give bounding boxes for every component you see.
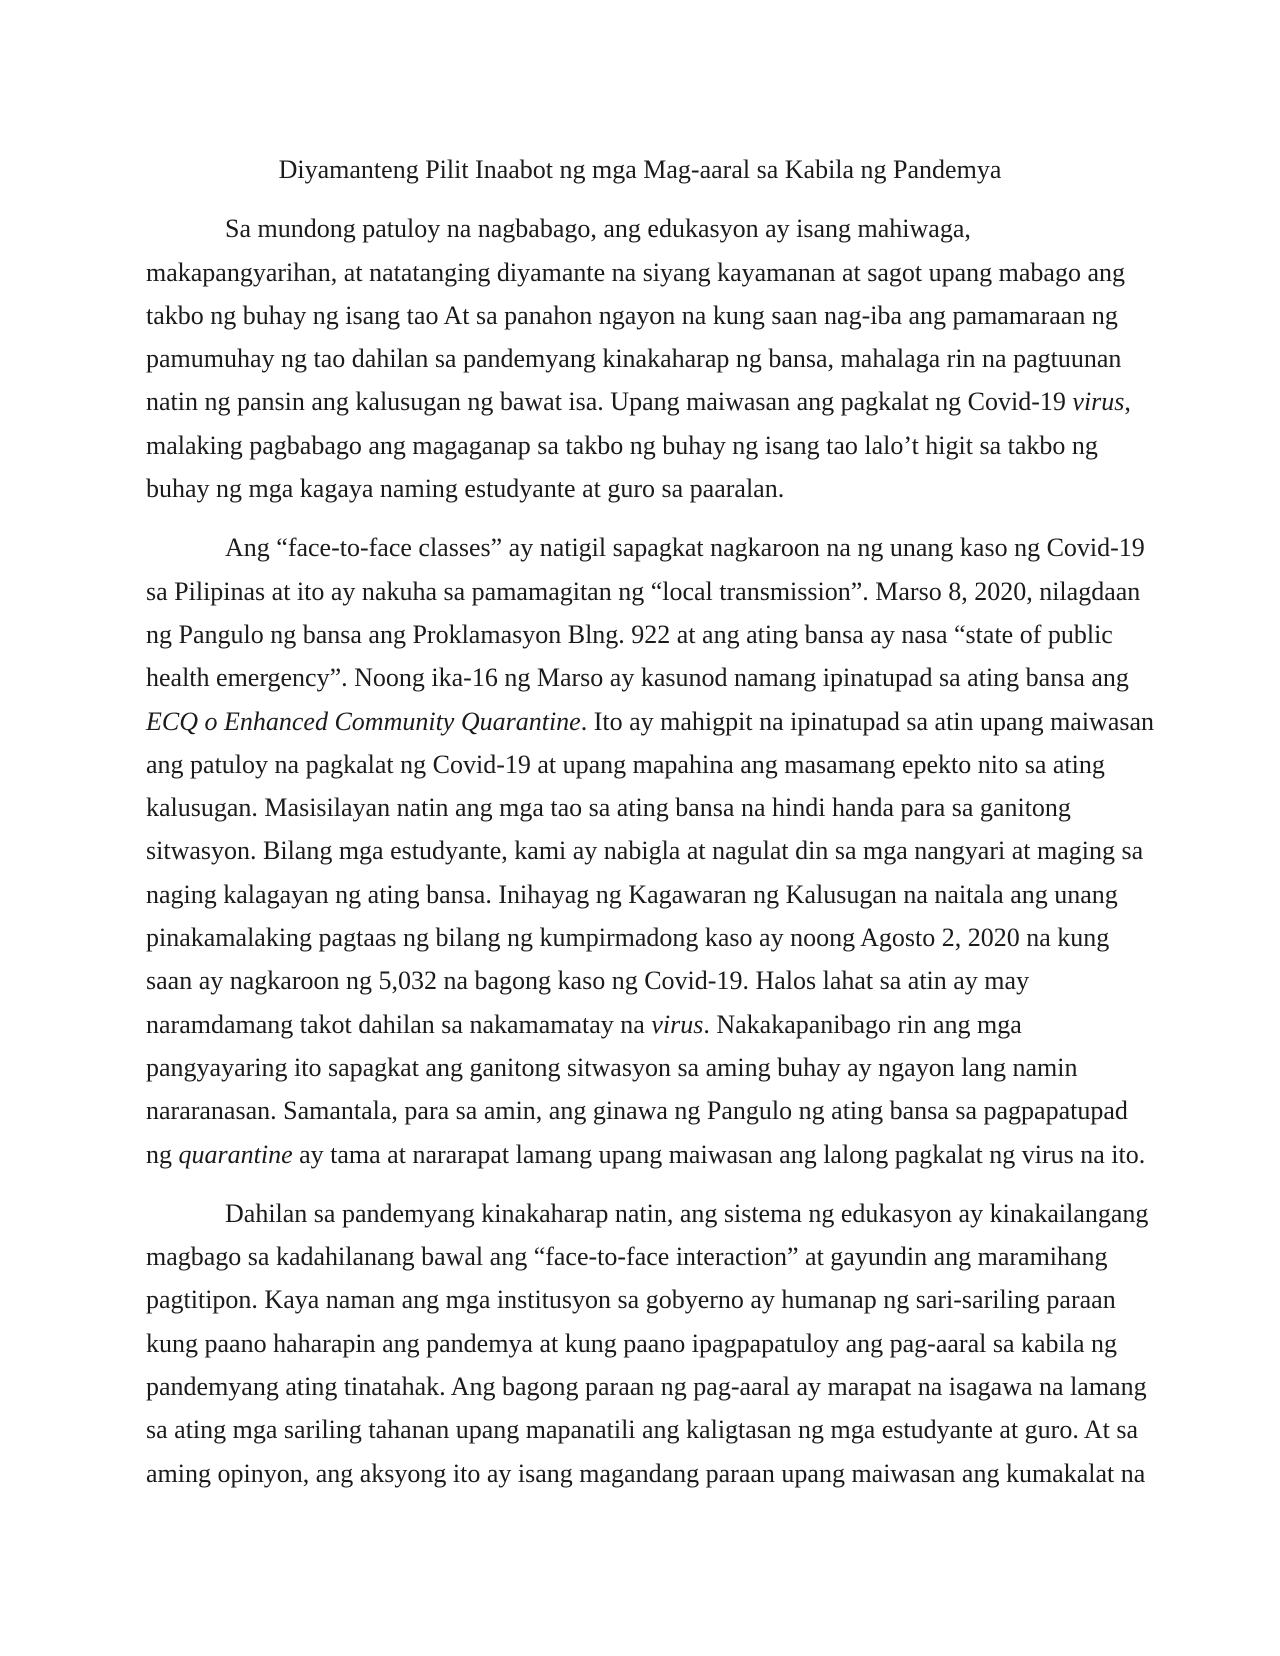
- text-line: [146, 294, 1134, 337]
- text-line: [146, 959, 1134, 1002]
- italic-text-segment: virus: [651, 1009, 704, 1039]
- text-line: [146, 424, 1134, 467]
- text-segment: sitwasyon. Bilang mga estudyante, kami ay nabigla at nagulat din sa mga nangyari at maging sa: [146, 836, 1144, 866]
- text-line: [146, 1452, 1146, 1495]
- italic-text-segment: ECQ o Enhanced Community Quarantine: [146, 706, 581, 736]
- text-segment: kung paano haharapin ang pandemya at kung paano ipagpapatuloy ang pag-aaral sa kabila ng: [146, 1328, 1118, 1358]
- text-line: [146, 1235, 1134, 1278]
- text-segment: ng Pangulo ng bansa ang Proklamasyon Blng. 922 at ang ating bansa ay nasa “state of public: [146, 619, 1113, 649]
- text-line: [146, 743, 1134, 786]
- text-line: [146, 1278, 1134, 1321]
- text-segment: saan ay nagkaroon ng 5,032 na bagong kaso ng Covid-19. Halos lahat sa atin ay may: [146, 966, 1030, 996]
- text-line: [146, 251, 1134, 294]
- paragraph: [146, 526, 1155, 1175]
- paragraph: [146, 1192, 1149, 1495]
- text-line: [146, 1408, 1139, 1451]
- text-segment: malaking pagbabago ang magaganap sa takbo ng buhay ng isang tao lalo’t higit sa takbo ng: [146, 430, 1098, 460]
- text-segment: pangyayaring ito sapagkat ang ganitong sitwasyon sa aming buhay ay ngayon lang namin: [146, 1052, 1078, 1082]
- document-title: Diyamanteng Pilit Inaabot ng mga Mag-aaral sa Kabila ng Pandemya: [278, 155, 1002, 184]
- text-segment: Ang “face-to-face classes” ay natigil sapagkat nagkaroon na ng unang kaso ng Covid-19: [225, 533, 1145, 563]
- text-line: [146, 1322, 1134, 1365]
- text-line: [146, 380, 1134, 423]
- italic-text-segment: virus: [1072, 387, 1125, 417]
- text-segment: ng: [146, 1139, 179, 1169]
- text-segment: pandemyang ating tinatahak. Ang bagong paraan ng pag-aaral ay marapat na isagawa na lamang: [146, 1372, 1147, 1402]
- text-line: [146, 916, 1134, 959]
- text-line: [146, 570, 1141, 613]
- text-line: [146, 526, 1145, 569]
- document-content: [146, 148, 1155, 1511]
- text-segment: natin ng pansin ang kalusugan ng bawat isa. Upang maiwasan ang pagkalat ng Covid-19: [146, 387, 1073, 417]
- text-line: [146, 1133, 1146, 1176]
- document-body: [146, 207, 1155, 1495]
- text-segment: pamumuhay ng tao dahilan sa pandemyang kinakaharap ng bansa, mahalaga rin na pagtuunan: [146, 344, 1122, 374]
- text-segment: makapangyarihan, at natatanging diyamante na siyang kayamanan at sagot upang mabago ang: [146, 257, 1125, 287]
- text-segment: sa Pilipinas at ito ay nakuha sa pamamagitan ng “local transmission”. Marso 8, 2020, nilagdaan: [146, 576, 1141, 606]
- text-line: [146, 873, 1134, 916]
- text-line: [146, 700, 1155, 743]
- text-line: [146, 829, 1144, 872]
- italic-text-segment: quarantine: [178, 1139, 293, 1169]
- text-segment: takbo ng buhay ng isang tao At sa panahon ngayon na kung saan nag-iba ang pamamaraan ng: [146, 300, 1118, 330]
- text-segment: . Ito ay mahigpit na ipinatupad sa atin upang maiwasan: [580, 706, 1155, 736]
- text-segment: sa ating mga sariling tahanan upang mapanatili ang kaligtasan ng mga estudyante at guro. At sa: [146, 1415, 1139, 1445]
- text-line: [146, 786, 1134, 829]
- text-segment: Sa mundong patuloy na nagbabago, ang edukasyon ay isang mahiwaga,: [225, 214, 971, 244]
- text-line: [146, 1003, 1134, 1046]
- text-line: [146, 1089, 1134, 1132]
- text-segment: aming opinyon, ang aksyong ito ay isang magandang paraan upang maiwasan ang kumakalat na: [146, 1458, 1146, 1488]
- text-segment: buhay ng mga kagaya naming estudyante at guro sa paaralan.: [146, 474, 785, 504]
- text-segment: health emergency”. Noong ika-16 ng Marso ay kasunod namang ipinatupad sa ating bansa ang: [146, 663, 1129, 693]
- text-line: [146, 613, 1134, 656]
- text-segment: naramdamang takot dahilan sa nakamamatay na: [146, 1009, 652, 1039]
- text-segment: pinakamalaking pagtaas ng bilang ng kumpirmadong kaso ay noong Agosto 2, 2020 na kung: [146, 923, 1110, 953]
- text-line: [146, 1046, 1134, 1089]
- text-segment: nararanasan. Samantala, para sa amin, ang ginawa ng Pangulo ng ating bansa sa pagpapatupad: [146, 1096, 1128, 1126]
- text-segment: naging kalagayan ng ating bansa. Inihayag ng Kagawaran ng Kalusugan na naitala ang unang: [146, 879, 1118, 909]
- text-line: [146, 1365, 1147, 1408]
- text-line: [146, 1192, 1149, 1235]
- text-line: [146, 656, 1134, 699]
- text-line: [146, 467, 1134, 510]
- text-segment: Dahilan sa pandemyang kinakaharap natin, ang sistema ng edukasyon ay kinakailangang: [225, 1198, 1149, 1228]
- text-segment: ,: [1124, 387, 1131, 417]
- text-segment: ang patuloy na pagkalat ng Covid-19 at upang mapahina ang masamang epekto nito sa ating: [146, 749, 1105, 779]
- text-segment: . Nakakapanibago rin ang mga: [703, 1009, 1022, 1039]
- text-segment: magbago sa kadahilanang bawal ang “face-to-face interaction” at gayundin ang maramihang: [146, 1242, 1108, 1272]
- text-line: [146, 337, 1134, 380]
- paragraph: [146, 207, 1134, 510]
- text-segment: kalusugan. Masisilayan natin ang mga tao sa ating bansa na hindi handa para sa ganitong: [146, 793, 1071, 823]
- text-segment: ay tama at nararapat lamang upang maiwasan ang lalong pagkalat ng virus na ito.: [292, 1139, 1146, 1169]
- text-line: [146, 207, 1134, 250]
- text-segment: pagtitipon. Kaya naman ang mga institusyon sa gobyerno ay humanap ng sari-sariling paraan: [146, 1285, 1116, 1315]
